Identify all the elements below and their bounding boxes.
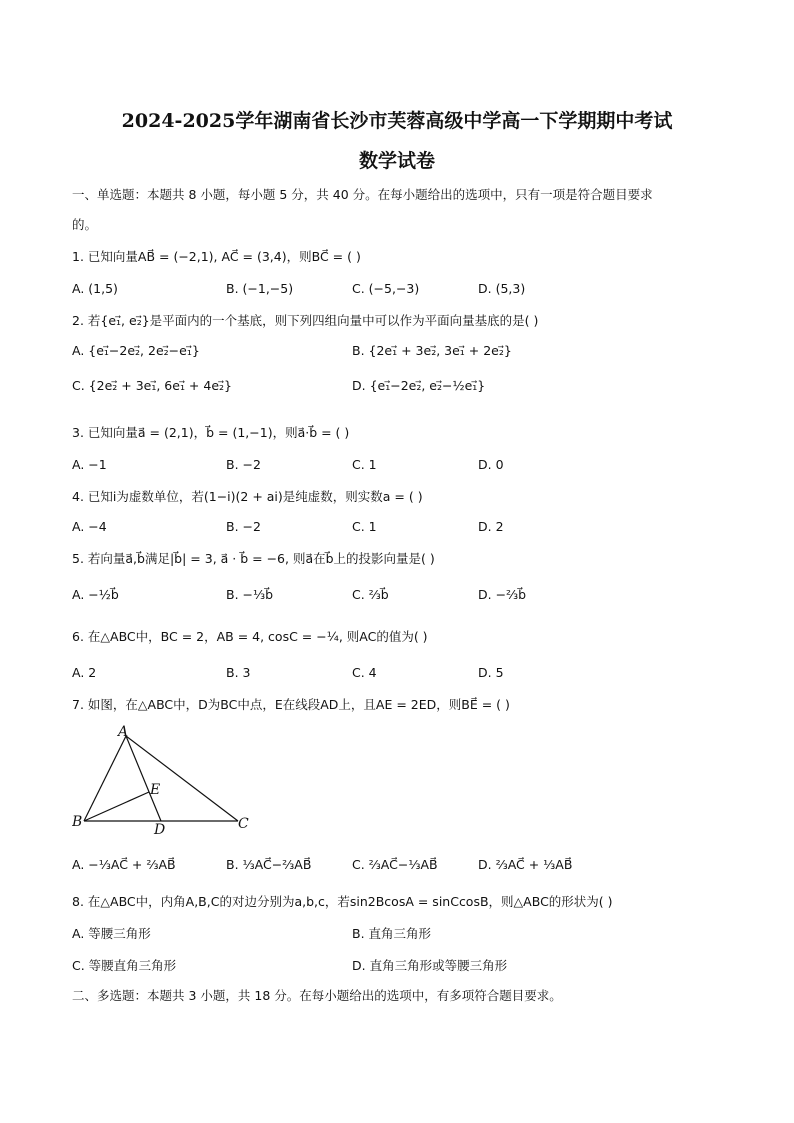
q6-option-a: A. 2	[72, 665, 97, 680]
q8-option-a: A. 等腰三角形	[72, 926, 151, 941]
q4-option-a: A. −4	[72, 519, 107, 534]
segment-ab	[84, 736, 126, 821]
triangle-figure	[72, 724, 262, 839]
q1-option-c: C. (−5,−3)	[352, 281, 420, 296]
q6-option-c: C. 4	[352, 665, 377, 680]
q1-option-b: B. (−1,−5)	[226, 281, 294, 296]
q8-option-c: C. 等腰直角三角形	[72, 958, 177, 973]
q2-option-a: A. {e₁⃗−2e₂⃗, 2e₂⃗−e₁⃗}	[72, 343, 200, 358]
q6-stem: 6. 在△ABC中，BC = 2，AB = 4, cosC = −¼, 则AC的值为( )	[72, 629, 428, 644]
q5-stem: 5. 若向量a⃗,b⃗满足|b⃗| = 3, a⃗ · b⃗ = −6, 则a⃗在b⃗上的投影向量是( )	[72, 551, 435, 566]
q2-option-b: B. {2e₁⃗ + 3e₂⃗, 3e₁⃗ + 2e₂⃗}	[352, 343, 512, 358]
segment-be	[84, 792, 149, 821]
q3-option-d: D. 0	[478, 457, 504, 472]
q4-option-c: C. 1	[352, 519, 377, 534]
section2-heading: 二、多选题：本题共 3 小题，共 18 分。在每小题给出的选项中，有多项符合题目要求。	[72, 988, 562, 1003]
q6-option-d: D. 5	[478, 665, 504, 680]
q6-option-b: B. 3	[226, 665, 251, 680]
q7-option-c: C. ⅔AC⃗−⅓AB⃗	[352, 857, 438, 872]
segment-ac	[126, 736, 238, 821]
q8-option-d: D. 直角三角形或等腰三角形	[352, 958, 508, 973]
q5-option-b: B. −⅓b⃗	[226, 587, 274, 602]
q7-option-b: B. ⅓AC⃗−⅔AB⃗	[226, 857, 312, 872]
q5-option-d: D. −⅔b⃗	[478, 587, 527, 602]
q3-stem: 3. 已知向量a⃗ = (2,1)，b⃗ = (1,−1)，则a⃗·b⃗ = ( )	[72, 425, 350, 440]
q1-option-a: A. (1,5)	[72, 281, 118, 296]
label-c: C	[238, 816, 249, 832]
q2-stem: 2. 若{e₁⃗, e₂⃗}是平面内的一个基底，则下列四组向量中可以作为平面向量基底的是( )	[72, 313, 539, 328]
q4-option-d: D. 2	[478, 519, 504, 534]
q7-stem: 7. 如图，在△ABC中，D为BC中点，E在线段AD上，且AE = 2ED，则BE⃗ = ( )	[72, 697, 510, 712]
page-subtitle: 数学试卷	[358, 150, 435, 172]
label-e: E	[150, 782, 161, 798]
q4-option-b: B. −2	[226, 519, 261, 534]
q7-option-a: A. −⅓AC⃗ + ⅔AB⃗	[72, 857, 176, 872]
section1-heading-line2: 的。	[72, 217, 98, 232]
label-d: D	[154, 822, 166, 838]
q1-option-d: D. (5,3)	[478, 281, 526, 296]
label-b: B	[72, 814, 83, 830]
q3-option-b: B. −2	[226, 457, 261, 472]
page-title: 2024-2025学年湖南省长沙市芙蓉高级中学高一下学期期中考试	[121, 110, 673, 132]
q2-option-c: C. {2e₂⃗ + 3e₁⃗, 6e₁⃗ + 4e₂⃗}	[72, 378, 232, 393]
q5-option-c: C. ⅔b⃗	[352, 587, 389, 602]
q1-stem: 1. 已知向量AB⃗ = (−2,1), AC⃗ = (3,4)，则BC⃗ = ( )	[72, 249, 361, 264]
q3-option-c: C. 1	[352, 457, 377, 472]
q5-option-a: A. −½b⃗	[72, 587, 119, 602]
q7-option-d: D. ⅔AC⃗ + ⅓AB⃗	[478, 857, 573, 872]
section1-heading-line1: 一、单选题：本题共 8 小题，每小题 5 分，共 40 分。在每小题给出的选项中，只有一项是符合题目要求	[72, 187, 653, 202]
q3-option-a: A. −1	[72, 457, 107, 472]
q4-stem: 4. 已知i为虚数单位，若(1−i)(2 + ai)是纯虚数，则实数a = ( )	[72, 489, 423, 504]
q2-option-d: D. {e₁⃗−2e₂⃗, e₂⃗−½e₁⃗}	[352, 378, 486, 393]
q8-option-b: B. 直角三角形	[352, 926, 432, 941]
label-a: A	[118, 724, 129, 740]
q8-stem: 8. 在△ABC中，内角A,B,C的对边分别为a,b,c，若sin2BcosA = sinCcosB，则△ABC的形状为( )	[72, 894, 613, 909]
